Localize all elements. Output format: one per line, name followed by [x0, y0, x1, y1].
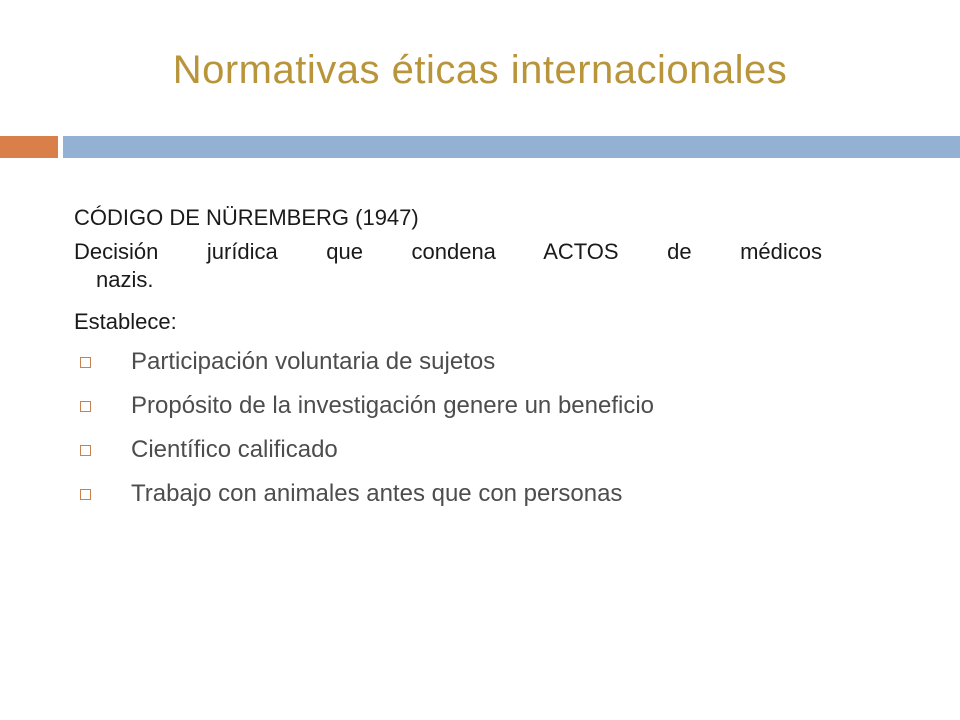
hollow-square-icon [80, 489, 91, 500]
hollow-square-icon [80, 401, 91, 412]
bullet-text: Científico calificado [131, 436, 338, 463]
decision-text-line1: Decisión jurídica que condena ACTOS de médicos [74, 239, 822, 264]
bullet-text: Participación voluntaria de sujetos [131, 348, 496, 375]
accent-bar-blue [63, 136, 960, 158]
establishes-label: Establece: [74, 309, 177, 334]
hollow-square-icon [80, 357, 91, 368]
bullet-text: Trabajo con animales antes que con personas [131, 480, 623, 507]
list-item [74, 428, 822, 472]
list-item [74, 340, 822, 384]
slide-body [74, 200, 822, 516]
list-item [74, 472, 822, 516]
hollow-square-icon [80, 445, 91, 456]
decision-text-line2: nazis. [96, 267, 154, 292]
code-heading: CÓDIGO DE NÜREMBERG (1947) [74, 205, 419, 230]
accent-bar-orange [0, 136, 58, 158]
list-item [74, 384, 822, 428]
slide-title: Normativas éticas internacionales [172, 48, 788, 92]
bullet-text: Propósito de la investigación genere un beneficio [131, 392, 655, 419]
bullet-list [74, 340, 822, 516]
